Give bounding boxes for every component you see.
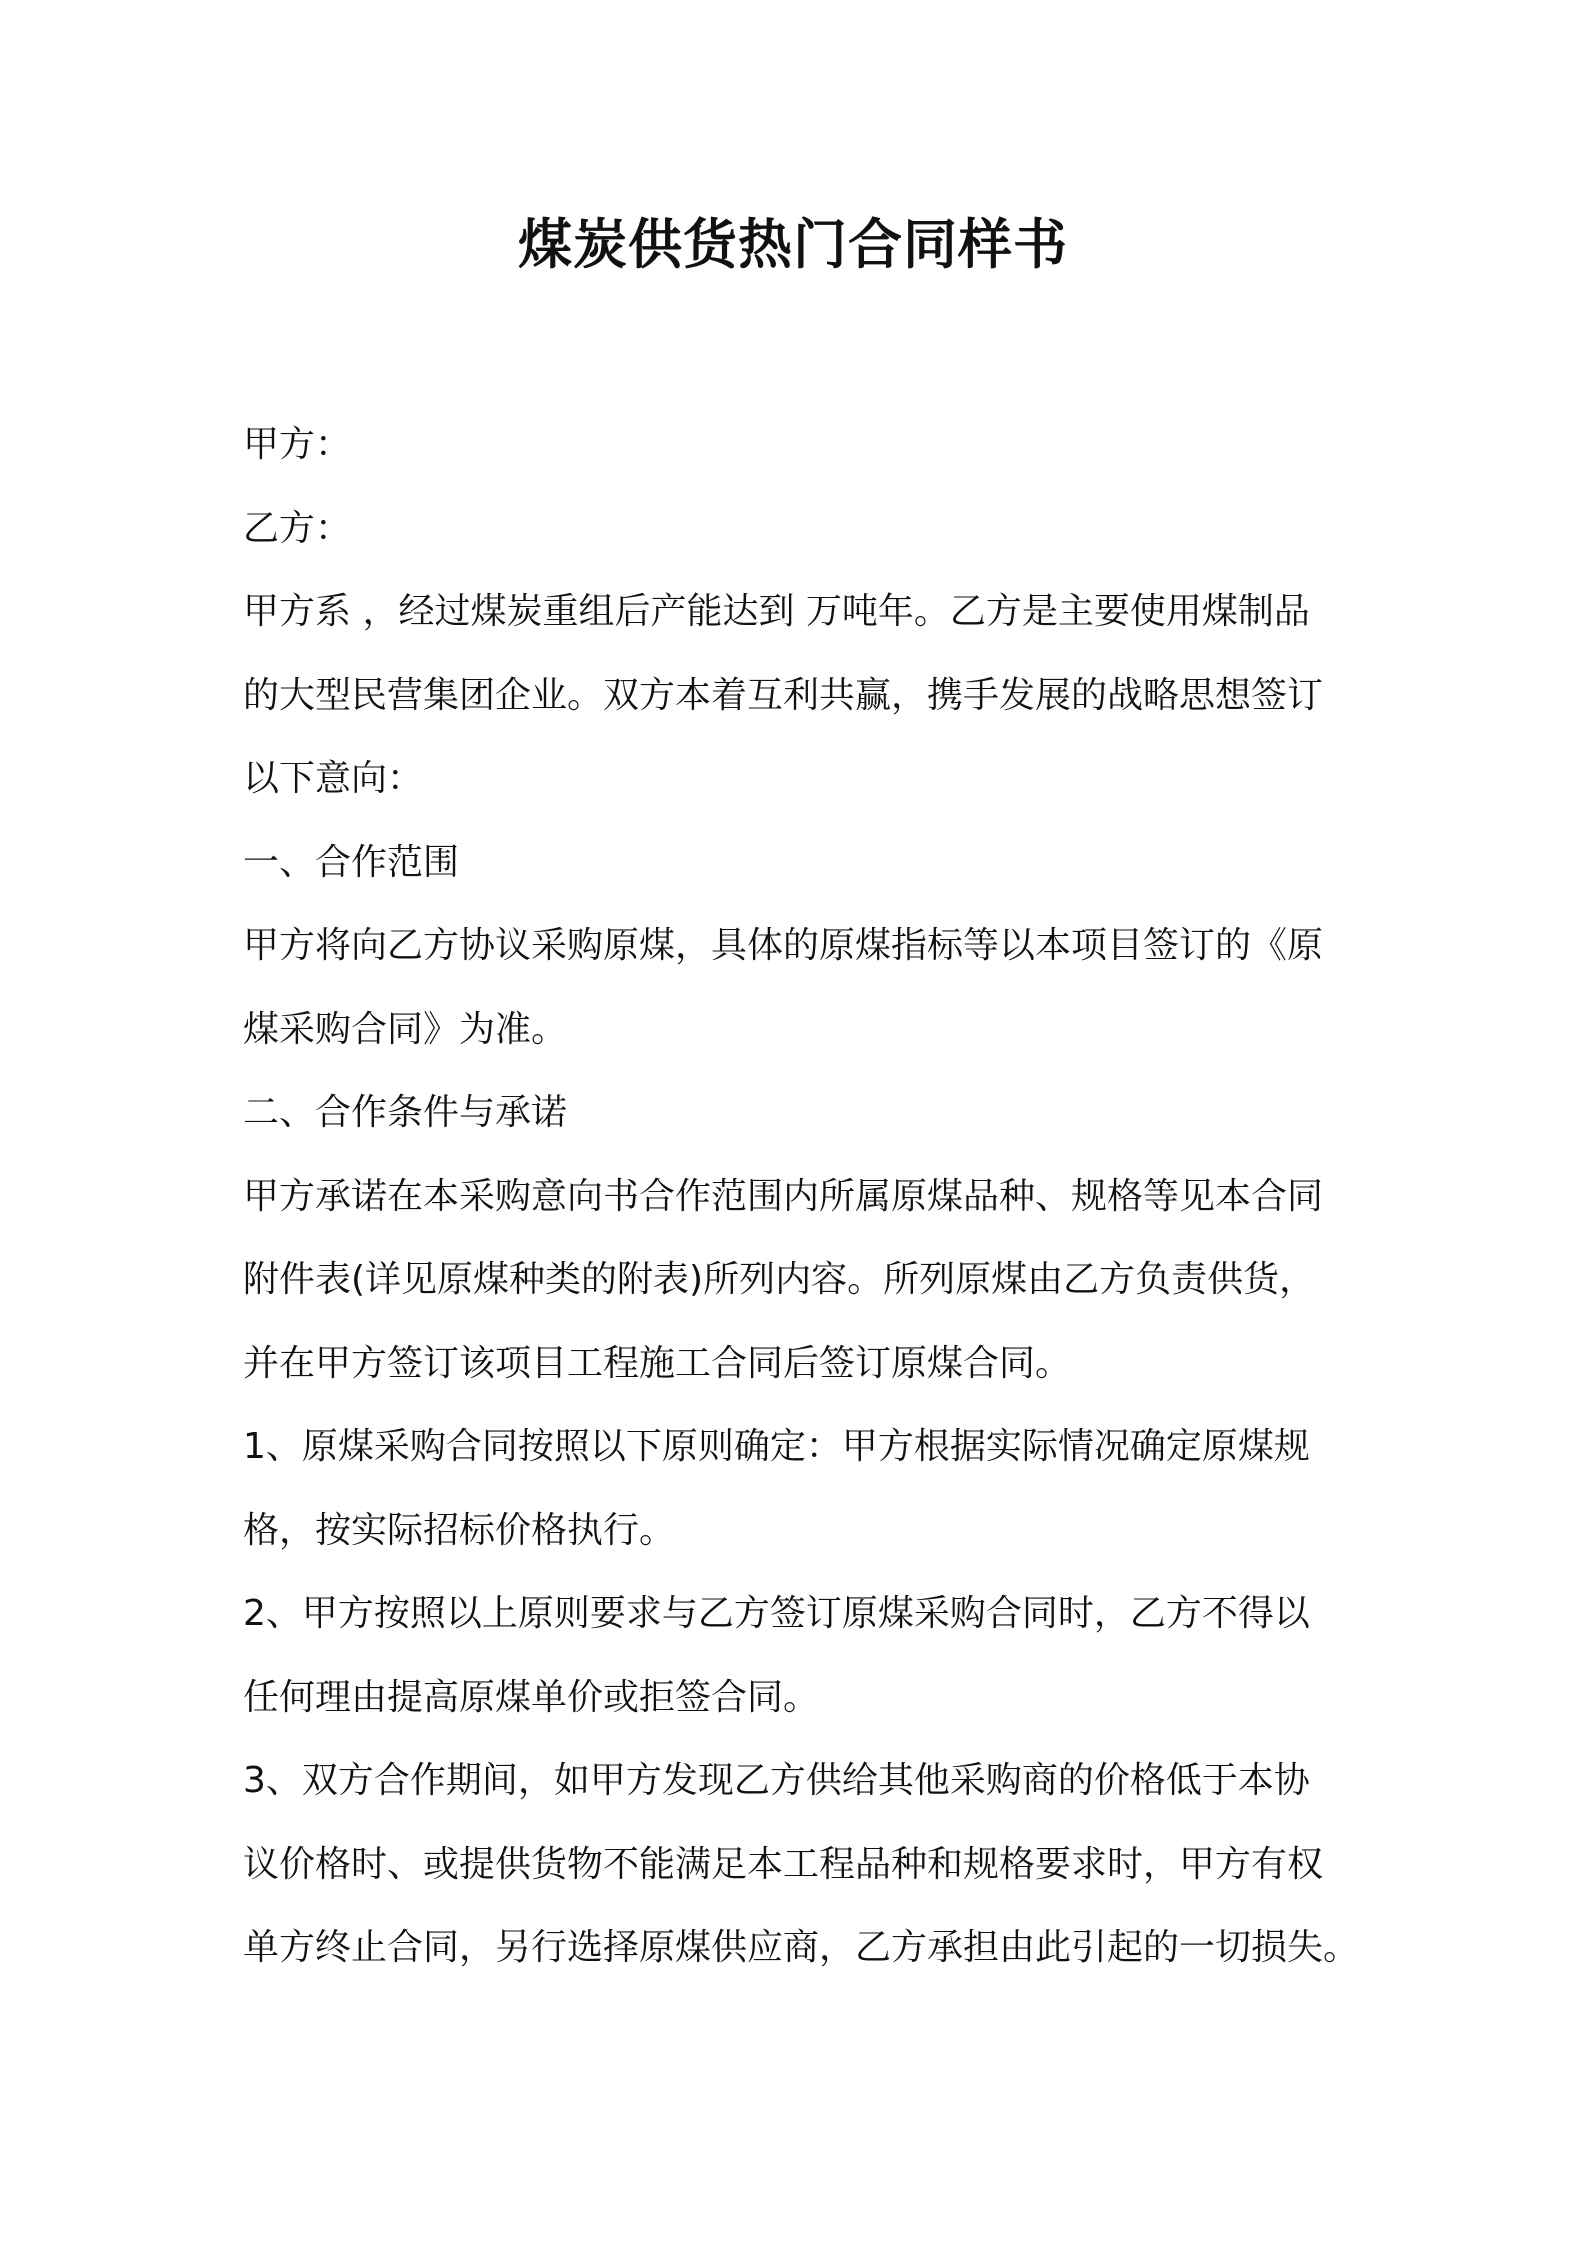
scope-paragraph-line: 煤采购合同》为准。 (243, 1008, 568, 1050)
conditions-paragraph-line: 并在甲方签订该项目工程施工合同后签订原煤合同。 (243, 1342, 1072, 1384)
section-heading-scope: 一、合作范围 (243, 841, 460, 883)
intro-line: 甲方系 ，经过煤炭重组后产能达到 万吨年。乙方是主要使用煤制品 (243, 591, 1310, 632)
clause-3-line: 议价格时、或提供货物不能满足本工程品种和规格要求时，甲方有权 (243, 1843, 1324, 1885)
intro-line: 的大型民营集团企业。双方本着互利共赢，携手发展的战略思想签订 (243, 674, 1324, 716)
clause-3-line: 3、双方合作期间，如甲方发现乙方供给其他采购商的价格低于本协 (243, 1760, 1310, 1801)
document-body (243, 403, 1360, 1990)
conditions-paragraph-line: 甲方承诺在本采购意向书合作范围内所属原煤品种、规格等见本合同 (243, 1175, 1324, 1217)
document-title: 煤炭供货热门合同样书 (518, 213, 1068, 276)
intro-line: 以下意向： (243, 758, 424, 799)
clause-2-line: 2、甲方按照以上原则要求与乙方签订原煤采购合同时，乙方不得以 (243, 1593, 1310, 1634)
clause-3-line: 单方终止合同，另行选择原煤供应商，乙方承担由此引起的一切损失。 (243, 1927, 1360, 1968)
clause-1-line: 格，按实际招标价格执行。 (243, 1509, 676, 1551)
section-heading-conditions: 二、合作条件与承诺 (243, 1092, 568, 1133)
party-b-line: 乙方： (243, 507, 352, 549)
clause-1-line: 1、原煤采购合同按照以下原则确定：甲方根据实际情况确定原煤规 (243, 1426, 1310, 1467)
party-a-line: 甲方： (243, 424, 352, 465)
conditions-paragraph-line: 附件表(详见原煤种类的附表)所列内容。所列原煤由乙方负责供货， (243, 1259, 1316, 1300)
clause-2-line: 任何理由提高原煤单价或拒签合同。 (243, 1676, 820, 1718)
scope-paragraph-line: 甲方将向乙方协议采购原煤，具体的原煤指标等以本项目签订的《原 (243, 925, 1324, 966)
